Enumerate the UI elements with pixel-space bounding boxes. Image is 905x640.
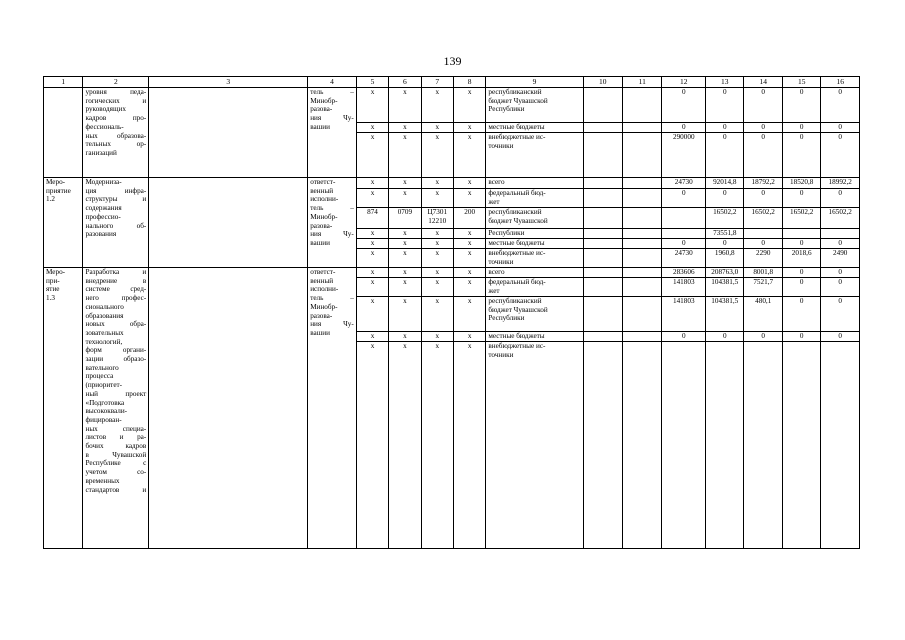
line: местные бюджеты xyxy=(488,123,545,131)
line: листов и ра- xyxy=(85,433,147,442)
value-cell: 18792,2 xyxy=(744,178,782,189)
header-cell: 6 xyxy=(389,77,421,88)
source-cell xyxy=(486,178,583,189)
code-cell: х xyxy=(356,189,388,208)
line: профессио- xyxy=(85,212,121,221)
code-cell: х xyxy=(356,268,388,278)
line: в Чувашской xyxy=(85,450,147,459)
line: Минобр- xyxy=(310,212,338,221)
value-cell: 0 xyxy=(821,297,860,332)
value-cell: 92014,8 xyxy=(706,178,744,189)
line: 1.2 xyxy=(46,195,55,204)
value-cell: 24730 xyxy=(662,249,706,268)
code-cell: х xyxy=(421,178,453,189)
empty-cell xyxy=(623,332,662,342)
line: ответст- xyxy=(310,178,336,186)
value-cell: 0 xyxy=(782,332,820,342)
line: Республики xyxy=(488,229,525,237)
line: технологий, xyxy=(85,337,123,346)
source-cell xyxy=(486,342,583,549)
code-cell: х xyxy=(389,297,421,332)
empty-cell xyxy=(583,208,622,229)
value-cell: 7521,7 xyxy=(744,278,782,297)
code-cell: х xyxy=(356,332,388,342)
line: тельных ор- xyxy=(85,140,147,149)
line: венный xyxy=(310,276,334,285)
value-cell: 0 xyxy=(744,189,782,208)
code-cell: х xyxy=(453,332,485,342)
line: Минобр- xyxy=(310,96,338,105)
header-cell: 14 xyxy=(744,77,782,88)
value-cell xyxy=(782,229,820,239)
line: процесса xyxy=(85,372,114,381)
line: Меро- xyxy=(46,268,66,276)
code-cell: х xyxy=(421,249,453,268)
value-cell: 0 xyxy=(821,278,860,297)
header-cell: 11 xyxy=(623,77,662,88)
code-cell: 874 xyxy=(356,208,388,229)
header-cell: 5 xyxy=(356,77,388,88)
line: зовательных xyxy=(85,328,124,337)
value-cell: 0 xyxy=(782,239,820,249)
code-cell: х xyxy=(421,239,453,249)
line: бюджет Чувашской xyxy=(488,305,548,314)
code-cell: х xyxy=(389,278,421,297)
empty-cell xyxy=(583,189,622,208)
value-cell: 0 xyxy=(821,332,860,342)
line: вашии xyxy=(310,122,330,131)
code-cell: х xyxy=(453,133,485,178)
value-cell: 0 xyxy=(782,133,820,178)
empty-cell xyxy=(583,249,622,268)
line: образования xyxy=(85,311,124,320)
line: Разработка и xyxy=(85,268,147,276)
value-cell: 0 xyxy=(744,123,782,133)
executor-cell xyxy=(308,88,357,178)
value-cell: 0 xyxy=(782,278,820,297)
value-cell: 0 xyxy=(662,123,706,133)
line: ятие xyxy=(46,285,60,294)
code-cell: х xyxy=(356,249,388,268)
line: местные бюджеты xyxy=(488,332,545,340)
line: содержания xyxy=(85,204,122,213)
empty-cell xyxy=(623,278,662,297)
source-cell xyxy=(486,332,583,342)
value-cell: 104381,5 xyxy=(706,278,744,297)
line: ганизаций xyxy=(85,148,117,157)
source-cell xyxy=(486,239,583,249)
header-cell: 1 xyxy=(44,77,83,88)
source-cell xyxy=(486,189,583,208)
value-cell xyxy=(706,342,744,549)
code-cell: х xyxy=(356,178,388,189)
value-cell: 480,1 xyxy=(744,297,782,332)
source-cell xyxy=(486,268,583,278)
value-cell: 0 xyxy=(821,123,860,133)
value-cell: 0 xyxy=(821,239,860,249)
line: бюджет Чувашской xyxy=(488,96,548,105)
line: 1.3 xyxy=(46,294,55,303)
code-cell: х xyxy=(389,268,421,278)
line: тель – xyxy=(310,88,354,96)
line: высококвали- xyxy=(85,407,128,416)
code-cell: х xyxy=(389,189,421,208)
executor-cell xyxy=(308,178,357,268)
line: Республики xyxy=(488,105,525,114)
empty-cell xyxy=(149,88,308,178)
line: приятие xyxy=(46,186,71,195)
value-cell xyxy=(821,342,860,549)
value-cell xyxy=(662,342,706,549)
line: республиканский xyxy=(488,208,542,216)
line: (приоритет- xyxy=(85,381,123,390)
line: тель – xyxy=(310,294,354,303)
line: ный проект xyxy=(85,389,147,398)
line: вашии xyxy=(310,238,330,247)
line: внебюджетные ис- xyxy=(488,133,546,141)
line: кадров про- xyxy=(85,114,147,123)
value-cell: 0 xyxy=(744,332,782,342)
value-cell: 2018,6 xyxy=(782,249,820,268)
code-cell: х xyxy=(453,249,485,268)
value-cell: 16502,2 xyxy=(821,208,860,229)
line: временных xyxy=(85,476,120,485)
line: местные бюджеты xyxy=(488,239,545,247)
empty-cell xyxy=(583,88,622,123)
code-cell: х xyxy=(421,278,453,297)
empty-cell xyxy=(583,123,622,133)
code-cell: х xyxy=(389,249,421,268)
empty-cell xyxy=(623,189,662,208)
header-cell: 2 xyxy=(83,77,149,88)
line: бочих кадров xyxy=(85,442,147,451)
code-cell: х xyxy=(421,133,453,178)
empty-cell xyxy=(623,268,662,278)
code-cell: х xyxy=(453,342,485,549)
empty-cell xyxy=(623,297,662,332)
value-cell: 73551,8 xyxy=(706,229,744,239)
line: нального об- xyxy=(85,221,147,230)
header-cell: 4 xyxy=(308,77,357,88)
line: сионального xyxy=(85,302,124,311)
line: вательного xyxy=(85,363,119,372)
value-cell: 0 xyxy=(706,239,744,249)
value-cell: 141803 xyxy=(662,278,706,297)
value-cell: 141803 xyxy=(662,297,706,332)
event-name-cell xyxy=(83,178,149,268)
value-cell xyxy=(744,229,782,239)
code-cell: х xyxy=(453,278,485,297)
line: республиканский xyxy=(488,88,542,96)
event-cell xyxy=(44,268,83,549)
line: Республике с xyxy=(85,459,147,468)
value-cell: 0 xyxy=(706,189,744,208)
empty-cell xyxy=(623,342,662,549)
header-cell: 9 xyxy=(486,77,583,88)
value-cell: 0 xyxy=(782,88,820,123)
event-name-cell xyxy=(83,268,149,549)
line: учетом со- xyxy=(85,468,147,477)
empty-cell xyxy=(623,239,662,249)
line: ния Чу- xyxy=(310,320,354,329)
code-cell: х xyxy=(356,133,388,178)
header-cell: 10 xyxy=(583,77,622,88)
code-cell: х xyxy=(421,189,453,208)
line: федеральный бюд- xyxy=(488,278,546,286)
value-cell: 0 xyxy=(706,332,744,342)
source-cell xyxy=(486,123,583,133)
line: точники xyxy=(488,350,514,359)
code-cell: х xyxy=(356,88,388,123)
value-cell: 18992,2 xyxy=(821,178,860,189)
code-cell: 0709 xyxy=(389,208,421,229)
page-number: 139 xyxy=(443,54,462,68)
code-cell: х xyxy=(356,229,388,239)
line: всего xyxy=(488,268,505,276)
code-cell: 200 xyxy=(453,208,485,229)
source-cell xyxy=(486,297,583,332)
empty-cell xyxy=(583,342,622,549)
header-cell: 15 xyxy=(782,77,820,88)
event-name-cell xyxy=(83,88,149,178)
source-cell xyxy=(486,88,583,123)
source-cell xyxy=(486,249,583,268)
line: бюджет Чувашской xyxy=(488,216,548,225)
value-cell: 0 xyxy=(782,123,820,133)
event-cell xyxy=(44,88,83,178)
value-cell: 2290 xyxy=(744,249,782,268)
line: гогических и xyxy=(85,96,147,105)
value-cell: 18520,8 xyxy=(782,178,820,189)
value-cell: 0 xyxy=(744,133,782,178)
value-cell: 24730 xyxy=(662,178,706,189)
code-cell: х xyxy=(453,297,485,332)
code-cell: х xyxy=(453,178,485,189)
empty-cell xyxy=(623,133,662,178)
code-cell: х xyxy=(389,88,421,123)
value-cell: 0 xyxy=(662,88,706,123)
empty-cell xyxy=(623,123,662,133)
line: всего xyxy=(488,178,505,186)
line: стандартов и xyxy=(85,485,147,494)
value-cell: 0 xyxy=(782,297,820,332)
line: ция инфра- xyxy=(85,186,147,195)
empty-cell xyxy=(583,239,622,249)
value-cell: 104381,5 xyxy=(706,297,744,332)
line: зации образо- xyxy=(85,355,147,364)
empty-cell xyxy=(583,133,622,178)
line: «Подготовка xyxy=(85,398,125,407)
value-cell: 0 xyxy=(821,189,860,208)
value-cell xyxy=(744,342,782,549)
value-cell: 16502,2 xyxy=(744,208,782,229)
code-cell: х xyxy=(356,123,388,133)
line: Республики xyxy=(488,314,525,323)
line: исполни- xyxy=(310,195,339,204)
code-cell: х xyxy=(356,278,388,297)
empty-cell xyxy=(623,178,662,189)
line: разования xyxy=(85,230,117,239)
line: внебюджетные ис- xyxy=(488,249,546,257)
line: форм органи- xyxy=(85,346,147,355)
value-cell: 16502,2 xyxy=(706,208,744,229)
empty-cell xyxy=(623,229,662,239)
table-row xyxy=(44,88,860,123)
line: разова- xyxy=(310,221,333,230)
empty-cell xyxy=(583,332,622,342)
empty-cell xyxy=(583,297,622,332)
value-cell: 0 xyxy=(821,88,860,123)
line: разова- xyxy=(310,105,333,114)
value-cell: 1960,8 xyxy=(706,249,744,268)
line: венный xyxy=(310,186,334,195)
empty-cell xyxy=(583,229,622,239)
code-cell: х xyxy=(389,178,421,189)
value-cell: 0 xyxy=(706,133,744,178)
source-cell xyxy=(486,133,583,178)
value-cell: 0 xyxy=(821,268,860,278)
code-cell: х xyxy=(421,88,453,123)
line: при- xyxy=(46,276,60,285)
line: жет xyxy=(488,197,500,206)
value-cell: 290000 xyxy=(662,133,706,178)
executor-cell xyxy=(308,268,357,549)
code-cell: х xyxy=(421,123,453,133)
code-cell: х xyxy=(453,229,485,239)
line: тель – xyxy=(310,204,354,213)
value-cell: 0 xyxy=(744,239,782,249)
table-row xyxy=(44,178,860,189)
code-cell: х xyxy=(389,342,421,549)
empty-cell xyxy=(623,208,662,229)
header-cell: 13 xyxy=(706,77,744,88)
code-cell: х xyxy=(421,342,453,549)
code-cell: х xyxy=(453,88,485,123)
value-cell: 0 xyxy=(662,189,706,208)
code-cell: х xyxy=(421,332,453,342)
line: ных образова- xyxy=(85,131,147,140)
code-cell: х xyxy=(356,342,388,549)
table-row xyxy=(44,268,860,278)
line: руководящих xyxy=(85,105,126,114)
line: Меро- xyxy=(46,178,66,186)
value-cell: 2490 xyxy=(821,249,860,268)
empty-cell xyxy=(583,268,622,278)
source-cell xyxy=(486,229,583,239)
line: разова- xyxy=(310,311,333,320)
header-cell: 16 xyxy=(821,77,860,88)
empty-cell xyxy=(583,278,622,297)
header-row xyxy=(44,77,860,88)
line: ния Чу- xyxy=(310,230,354,239)
value-cell: 208763,0 xyxy=(706,268,744,278)
value-cell: 0 xyxy=(662,332,706,342)
code-cell: х xyxy=(389,229,421,239)
line: новых обра- xyxy=(85,320,147,329)
line: него профес- xyxy=(85,294,147,303)
code-cell: х xyxy=(453,123,485,133)
empty-cell xyxy=(623,249,662,268)
value-cell: 0 xyxy=(706,123,744,133)
code-cell: х xyxy=(356,239,388,249)
line: системе сред- xyxy=(85,285,147,294)
code-cell: х xyxy=(453,239,485,249)
line: Модерниза- xyxy=(85,178,122,186)
line: уровня педа- xyxy=(85,88,147,96)
value-cell xyxy=(782,342,820,549)
header-cell: 8 xyxy=(453,77,485,88)
line: Минобр- xyxy=(310,302,338,311)
code-cell: х xyxy=(453,268,485,278)
line: внебюджетные ис- xyxy=(488,342,546,350)
source-cell xyxy=(486,278,583,297)
value-cell xyxy=(821,229,860,239)
value-cell xyxy=(662,229,706,239)
line: точники xyxy=(488,257,514,266)
line: ных специа- xyxy=(85,424,147,433)
code-cell: х xyxy=(389,133,421,178)
source-cell xyxy=(486,208,583,229)
line: республиканский xyxy=(488,297,542,305)
code-cell: х xyxy=(421,229,453,239)
line: структуры и xyxy=(85,195,147,204)
event-cell xyxy=(44,178,83,268)
code-cell: х xyxy=(389,239,421,249)
code-cell: х xyxy=(453,189,485,208)
value-cell: 0 xyxy=(744,88,782,123)
code-cell: Ц7301 12210 xyxy=(421,208,453,229)
empty-cell xyxy=(149,178,308,268)
header-cell: 3 xyxy=(149,77,308,88)
code-cell: х xyxy=(389,332,421,342)
header-cell: 7 xyxy=(421,77,453,88)
code-cell: х xyxy=(356,297,388,332)
line: ответст- xyxy=(310,268,336,276)
value-cell: 0 xyxy=(662,239,706,249)
line: вашии xyxy=(310,328,330,337)
code-cell: х xyxy=(421,297,453,332)
value-cell: 8001,8 xyxy=(744,268,782,278)
line: федеральный бюд- xyxy=(488,189,546,197)
budget-table xyxy=(43,76,860,549)
value-cell: 0 xyxy=(782,189,820,208)
line: фицирован- xyxy=(85,415,122,424)
value-cell xyxy=(662,208,706,229)
empty-cell xyxy=(583,178,622,189)
header-cell: 12 xyxy=(662,77,706,88)
empty-cell xyxy=(623,88,662,123)
value-cell: 283606 xyxy=(662,268,706,278)
line: точники xyxy=(488,141,514,150)
value-cell: 16502,2 xyxy=(782,208,820,229)
line: внедрение в xyxy=(85,276,147,285)
line: ния Чу- xyxy=(310,114,354,123)
line: исполни- xyxy=(310,285,339,294)
line: фессиональ- xyxy=(85,122,124,131)
code-cell: х xyxy=(421,268,453,278)
value-cell: 0 xyxy=(782,268,820,278)
value-cell: 0 xyxy=(821,133,860,178)
empty-cell xyxy=(149,268,308,549)
code-cell: х xyxy=(389,123,421,133)
value-cell: 0 xyxy=(706,88,744,123)
line: жет xyxy=(488,286,500,295)
